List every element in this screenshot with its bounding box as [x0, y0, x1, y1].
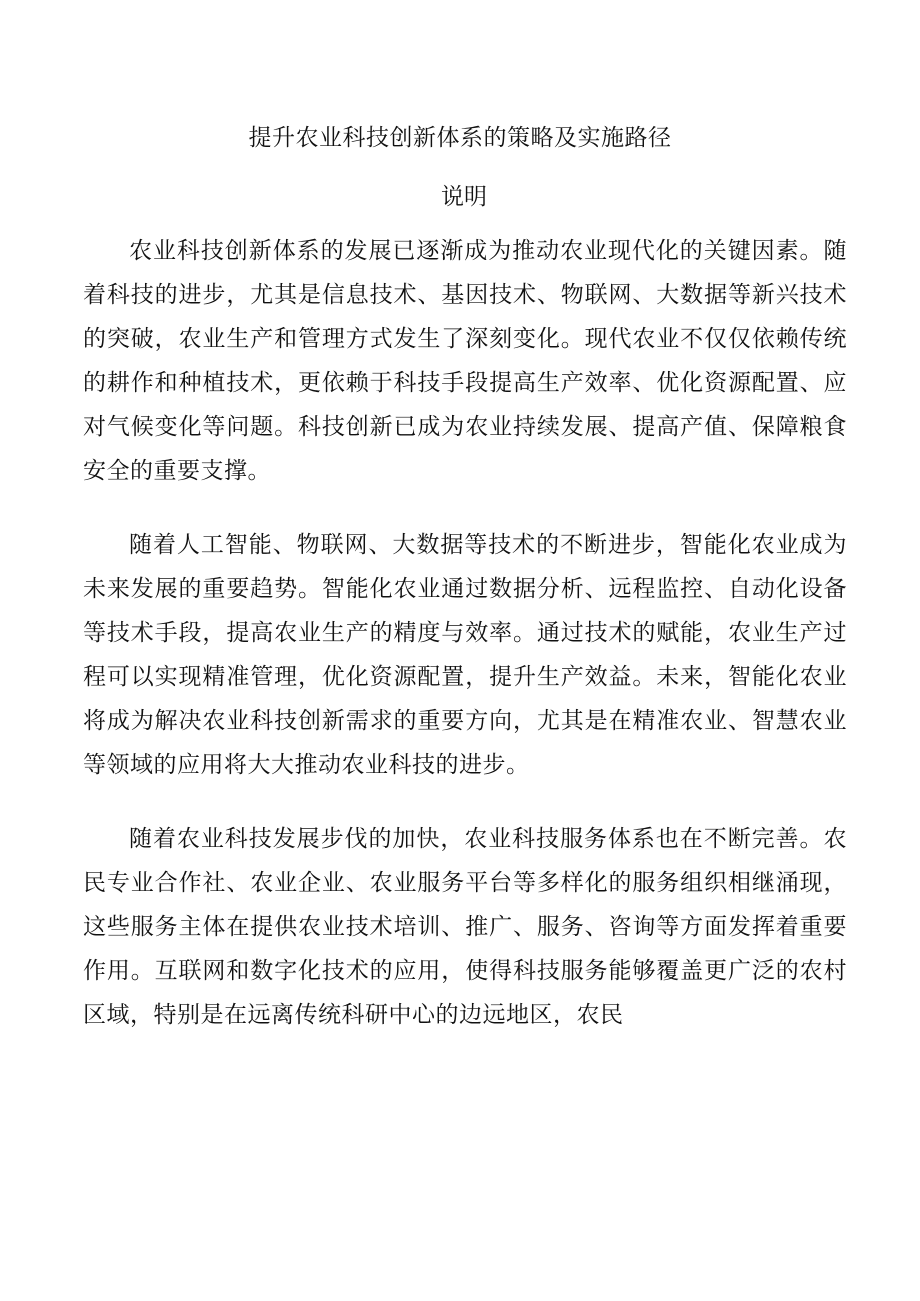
- paragraph: 随着农业科技发展步伐的加快，农业科技服务体系也在不断完善。农民专业合作社、农业企业、农业服务平台等多样化的服务组织相继涌现，这些服务主体在提供农业技术培训、推广、服务、咨询等方面发挥着重要作用。互联网和数字化技术的应用，使得科技服务能够覆盖更广泛的农村区域，特别是在远离传统科研中心的边远地区，农民: [83, 826, 847, 1028]
- document-title: 提升农业科技创新体系的策略及实施路径: [248, 125, 672, 151]
- paragraph: 农业科技创新体系的发展已逐渐成为推动农业现代化的关键因素。随着科技的进步，尤其是信息技术、基因技术、物联网、大数据等新兴技术的突破，农业生产和管理方式发生了深刻变化。现代农业不仅仅依赖传统的耕作和种植技术，更依赖于科技手段提高生产效率、优化资源配置、应对气候变化等问题。科技创新已成为农业持续发展、提高产值、保障粮食安全的重要支撑。: [83, 238, 847, 484]
- paragraph: 随着人工智能、物联网、大数据等技术的不断进步，智能化农业成为未来发展的重要趋势。智能化农业通过数据分析、远程监控、自动化设备等技术手段，提高农业生产的精度与效率。通过技术的赋能，农业生产过程可以实现精准管理，优化资源配置，提升生产效益。未来，智能化农业将成为解决农业科技创新需求的重要方向，尤其是在精准农业、智慧农业等领域的应用将大大推动农业科技的进步。: [83, 532, 847, 778]
- section-heading: 说明: [441, 184, 487, 210]
- document-body: [83, 229, 847, 1037]
